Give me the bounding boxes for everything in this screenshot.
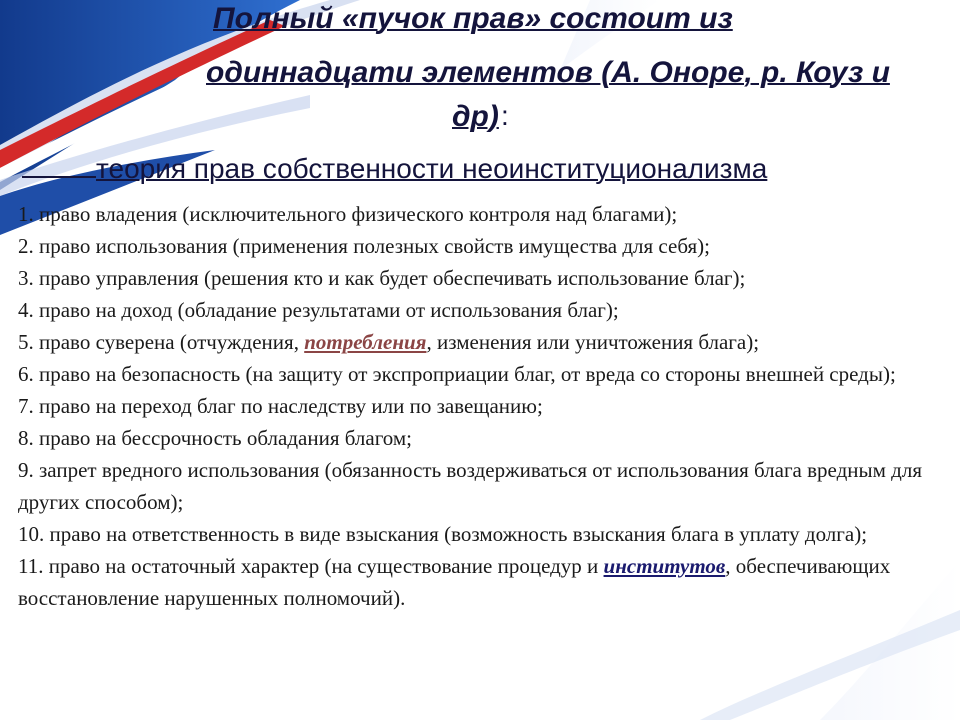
list-item: 9. запрет вредного использования (обязанность воздерживаться от использования блага вредным для других способом); — [18, 458, 922, 514]
list-item: 6. право на безопасность (на защиту от экспроприации благ, от вреда со стороны внешней среды); — [18, 362, 896, 386]
title-colon: : — [501, 100, 509, 131]
institutions-link[interactable]: институтов — [603, 554, 726, 578]
list-item: 8. право на бессрочность обладания благом; — [18, 426, 413, 450]
list-item: 3. право управления (решения кто и как будет обеспечивать использование благ); — [18, 266, 746, 290]
item-text: 5. право суверена (отчуждения, — [18, 330, 305, 354]
list-item: 4. право на доход (обладание результатами от использования благ); — [18, 298, 619, 322]
list-item — [18, 550, 948, 614]
list-item: 2. право использования (применения полезных свойств имущества для себя); — [18, 234, 710, 258]
subtitle-text: теория прав собственности неоинституционализма — [96, 153, 768, 184]
subtitle-underline — [22, 152, 96, 178]
list-item — [18, 326, 948, 358]
list-item: 10. право на ответственность в виде взыскания (возможность взыскания блага в уплату долга); — [18, 522, 868, 546]
item-text: , обеспечивающих восстановление нарушенных полномочий). — [18, 554, 891, 610]
subtitle — [22, 152, 767, 185]
list-item: 1. право владения (исключительного физического контроля над благами); — [18, 202, 678, 226]
title-line-1: Полный «пучок прав» состоит из — [213, 2, 733, 35]
item-text: 11. право на остаточный характер (на существование процедур и — [18, 554, 604, 578]
rights-list — [18, 198, 948, 614]
title-line-3: др) — [452, 100, 499, 133]
list-item: 7. право на переход благ по наследству или по завещанию; — [18, 394, 543, 418]
title-line-2: одиннадцати элементов (А. Оноре, р. Коуз и — [206, 56, 890, 89]
item-text: , изменения или уничтожения блага); — [426, 330, 760, 354]
consumption-link[interactable]: потребления — [304, 330, 427, 354]
